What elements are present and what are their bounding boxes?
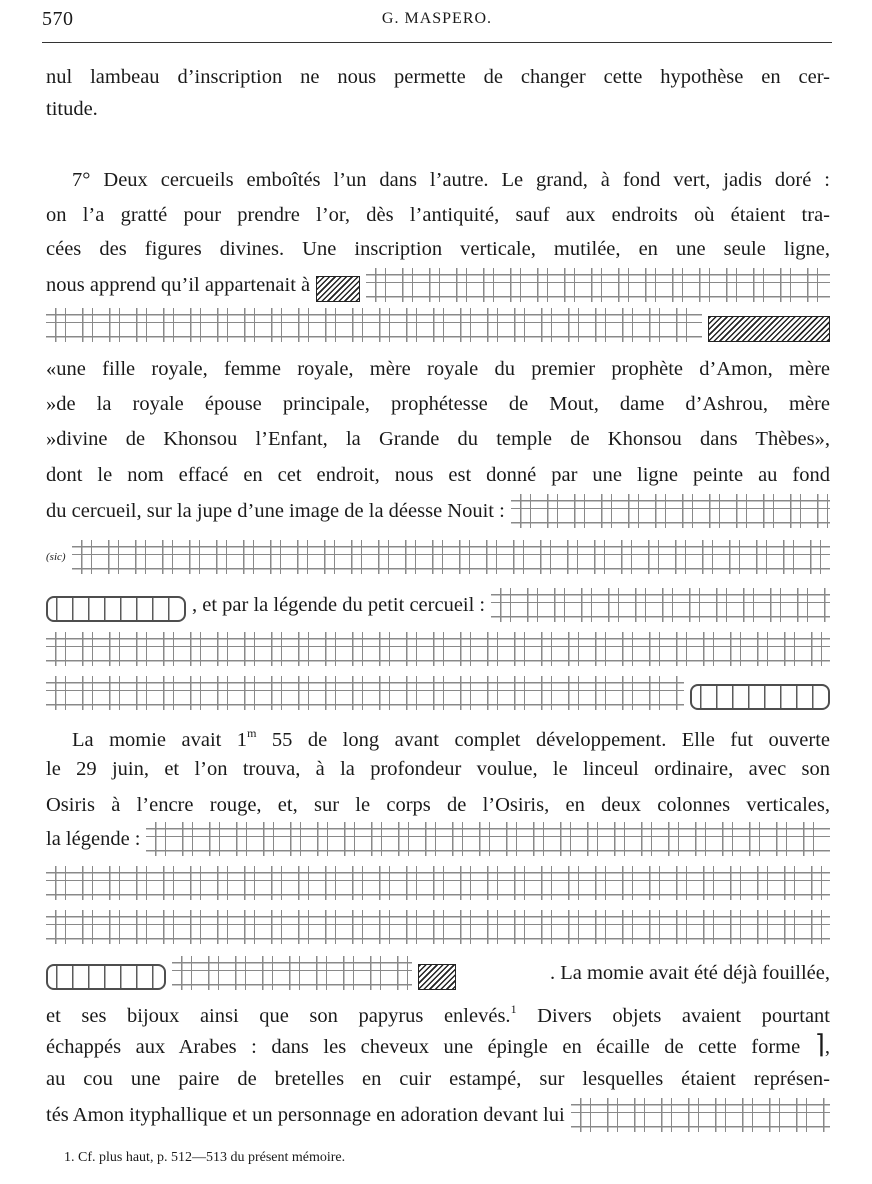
lacuna-hatching — [708, 316, 830, 342]
text-fragment: , — [824, 1036, 830, 1058]
hieroglyph-group — [146, 822, 830, 856]
text-line: au cou une paire de bretelles en cuir estampé, sur lesquelles étaient représen- — [46, 1068, 830, 1090]
text-line: «une fille royale, femme royale, mère royale du premier prophète d’Amon, mère — [46, 358, 830, 380]
hieroglyph-group — [46, 910, 830, 944]
page-number: 570 — [42, 8, 74, 30]
text-fragment: 55 de long avant complet développement. Elle fut ouverte — [256, 729, 830, 751]
page-header — [42, 2, 832, 43]
hieroglyph-group — [46, 632, 830, 666]
text-line: titude. — [46, 98, 98, 120]
hieroglyph-group — [172, 956, 412, 990]
text-fragment: La momie avait 1 — [72, 729, 248, 751]
hieroglyph-group — [511, 494, 830, 528]
sic-annotation: (sic) — [46, 551, 66, 563]
hieroglyph-group — [366, 268, 830, 302]
lacuna-hatching — [316, 276, 360, 302]
running-head: G. MASPERO. — [381, 10, 493, 27]
text-line-with-hieroglyphs — [46, 1098, 830, 1132]
text-line: cées des figures divines. Une inscription verticale, mutilée, en une seule ligne, — [46, 238, 830, 260]
hieroglyph-line — [46, 910, 830, 944]
text-fragment: la légende : — [46, 828, 141, 850]
text-fragment: Divers objets avaient pourtant — [516, 1005, 830, 1027]
royal-cartouche — [46, 596, 186, 622]
text-line-with-hieroglyphs — [46, 956, 830, 990]
text-line — [46, 716, 830, 750]
hieroglyph-line — [46, 866, 830, 900]
hieroglyph-line — [46, 308, 830, 342]
text-line-with-hieroglyphs — [46, 494, 830, 528]
text-fragment: du cercueil, sur la jupe d’une image de la déesse Nouit : — [46, 500, 505, 522]
hieroglyph-line — [46, 540, 830, 574]
text-fragment: et ses bijoux ainsi que son papyrus enlevés. — [46, 1005, 511, 1027]
text-fragment: échappés aux Arabes : dans les cheveux une épingle en écaille de cette forme — [46, 1036, 801, 1058]
text-line-with-hieroglyphs — [46, 822, 830, 856]
text-line-with-hieroglyphs — [46, 588, 830, 622]
text-fragment: . La momie avait été déjà fouillée, — [549, 962, 830, 984]
hieroglyph-line — [46, 632, 830, 666]
hieroglyph-group — [72, 540, 830, 574]
hieroglyph-group — [491, 588, 830, 622]
lacuna-hatching — [418, 964, 456, 990]
hieroglyph-line — [46, 676, 830, 710]
text-fragment: , et par la légende du petit cercueil : — [192, 594, 486, 616]
hieroglyph-group — [46, 676, 684, 710]
text-line: Osiris à l’encre rouge, et, sur le corps de l’Osiris, en deux colonnes verticales, — [46, 794, 830, 816]
hieroglyph-group — [46, 308, 702, 342]
text-line: »divine de Khonsou l’Enfant, la Grande du temple de Khonsou dans Thèbes», — [46, 428, 830, 450]
text-line: dont le nom effacé en cet endroit, nous est donné par une ligne peinte au fond — [46, 464, 830, 486]
hieroglyph-group — [46, 866, 830, 900]
footnote-marker: 1 — [510, 1002, 517, 1016]
text-line: 7° Deux cercueils emboîtés l’un dans l’autre. Le grand, à fond vert, jadis doré : — [72, 169, 830, 191]
text-fragment: tés Amon ityphallique et un personnage en adoration devant lui — [46, 1104, 565, 1126]
text-line: »de la royale épouse principale, prophétesse de Mout, dame d’Ashrou, mère — [46, 393, 830, 415]
text-line — [46, 1028, 830, 1062]
footnote: 1. Cf. plus haut, p. 512—513 du présent mémoire. — [64, 1150, 346, 1165]
text-fragment: nous apprend qu’il appartenait à — [46, 274, 311, 296]
hieroglyph-group — [571, 1098, 830, 1132]
royal-cartouche — [690, 684, 830, 710]
royal-cartouche — [46, 964, 166, 990]
pin-shape-glyph: ⌉ — [814, 1030, 825, 1060]
text-line: le 29 juin, et l’on trouva, à la profondeur voulue, le linceul ordinaire, avec son — [46, 758, 830, 780]
text-line: on l’a gratté pour prendre l’or, dès l’antiquité, sauf aux endroits où étaient tra- — [46, 204, 830, 226]
text-line — [46, 992, 830, 1026]
text-line-with-hieroglyphs — [46, 268, 830, 302]
text-line: nul lambeau d’inscription ne nous permette de changer cette hypothèse en cer- — [46, 66, 830, 88]
superscript-unit: m — [247, 726, 257, 740]
